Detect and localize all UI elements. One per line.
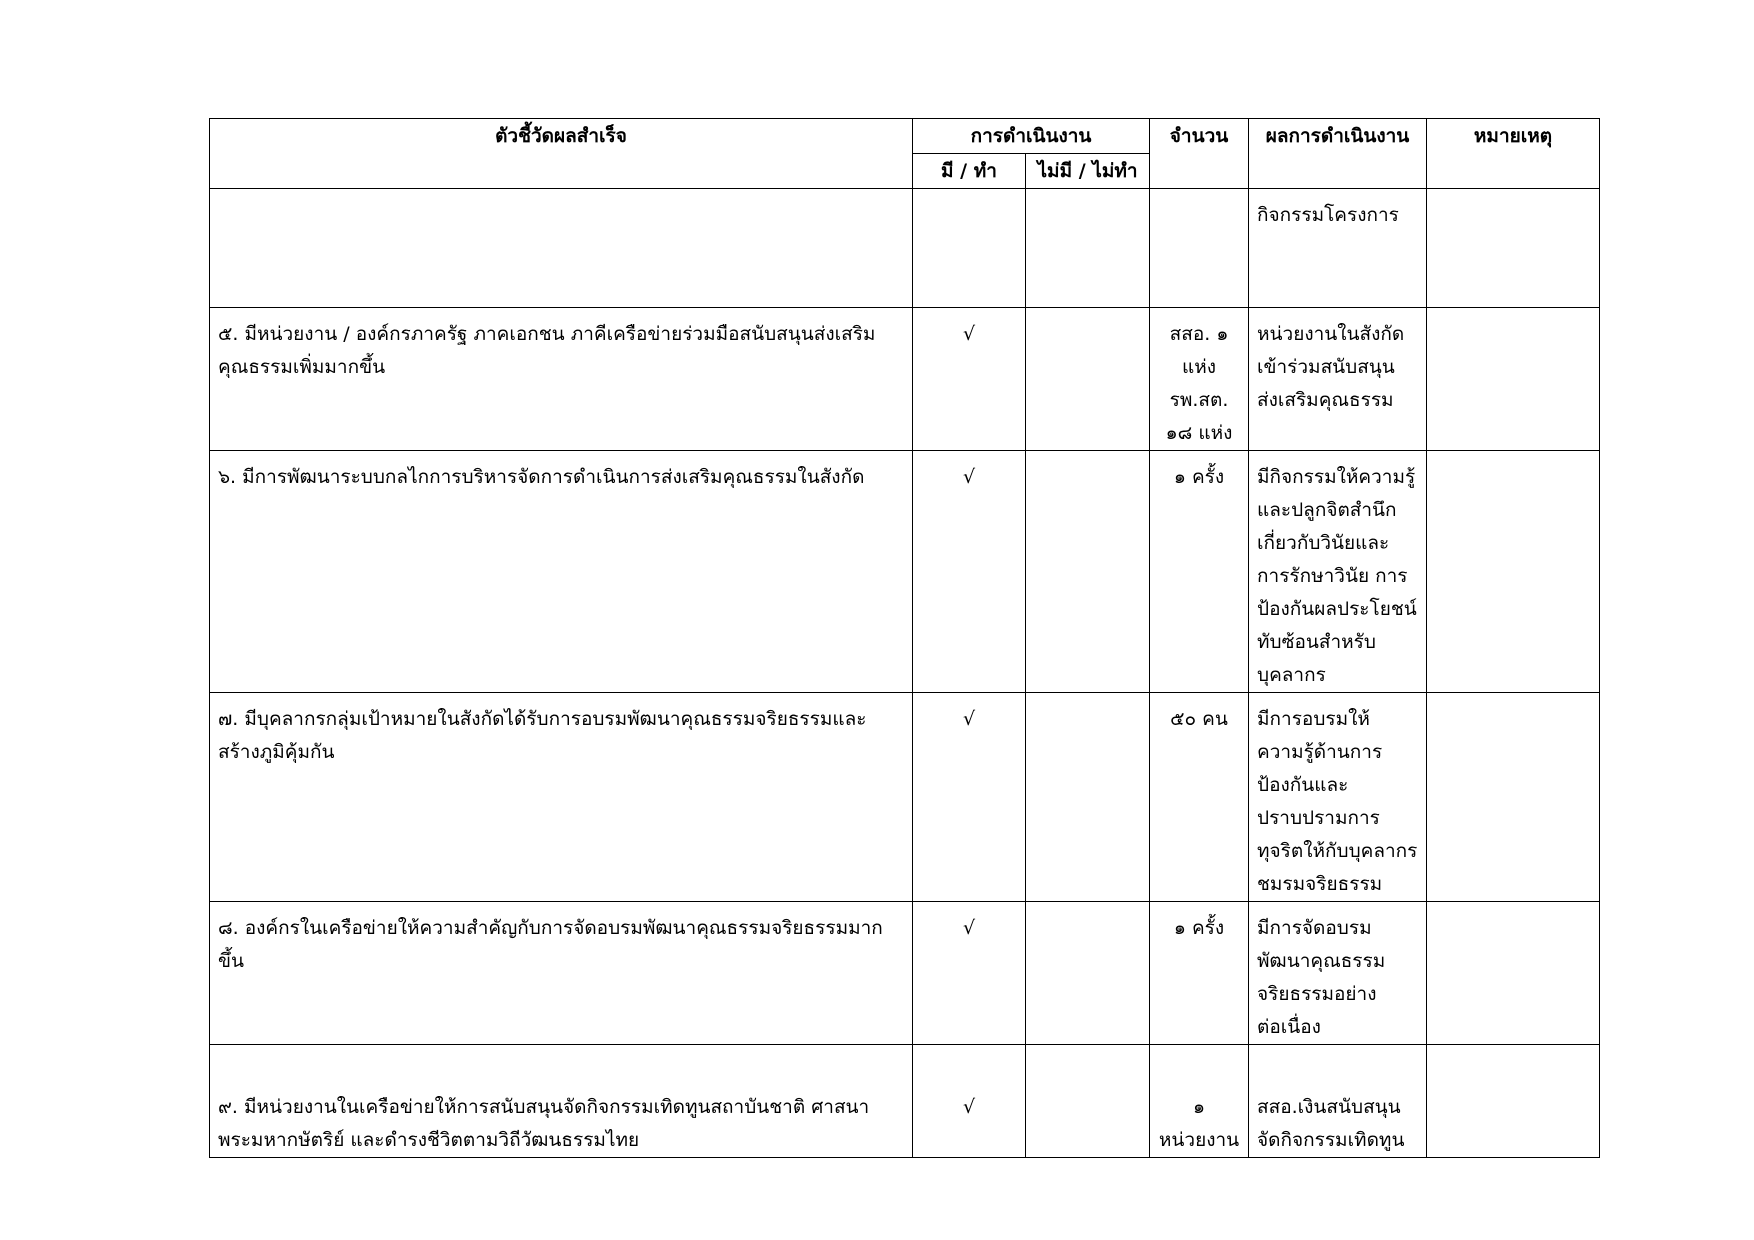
have-do-cell bbox=[913, 693, 1026, 902]
result-line: การรักษาวินัย การ bbox=[1257, 565, 1408, 587]
result-cell bbox=[1249, 902, 1427, 1045]
amount-cell bbox=[1150, 189, 1249, 308]
result-line: ปราบปรามการ bbox=[1257, 807, 1380, 829]
header-result: ผลการดำเนินงาน bbox=[1249, 119, 1427, 189]
result-cell bbox=[1249, 308, 1427, 451]
table-row bbox=[210, 693, 1600, 902]
remark-cell bbox=[1427, 1045, 1600, 1158]
check-mark: √ bbox=[962, 708, 976, 730]
result-line: ป้องกันผลประโยชน์ bbox=[1257, 598, 1417, 620]
amount-line: สสอ. ๑ bbox=[1169, 323, 1229, 345]
remark-cell bbox=[1427, 451, 1600, 693]
not-have-cell bbox=[1026, 189, 1150, 308]
indicator-text: ๙. มีหน่วยงานในเครือข่ายให้การสนับสนุนจัดกิจกรรมเทิดทูนสถาบันชาติ ศาสนา พระมหากษัตริย์ และดำรงชีวิตตามวิถีวัฒนธรรมไทย bbox=[218, 1096, 870, 1151]
amount-line: รพ.สต. bbox=[1169, 389, 1229, 411]
remark-cell bbox=[1427, 189, 1600, 308]
result-line: บุคลากร bbox=[1257, 664, 1326, 686]
header-remark: หมายเหตุ bbox=[1427, 119, 1600, 189]
not-have-cell bbox=[1026, 1045, 1150, 1158]
have-do-cell bbox=[913, 451, 1026, 693]
indicator-cell bbox=[210, 451, 913, 693]
table-row bbox=[210, 1045, 1600, 1158]
result-line: สสอ.เงินสนับสนุน bbox=[1257, 1096, 1401, 1118]
indicator-cell bbox=[210, 902, 913, 1045]
result-line: มีกิจกรรมให้ความรู้ bbox=[1257, 466, 1416, 488]
not-have-cell bbox=[1026, 451, 1150, 693]
performance-indicator-table bbox=[209, 118, 1600, 1158]
amount-line: แห่ง bbox=[1181, 356, 1217, 378]
result-line: จัดกิจกรรมเทิดทูน bbox=[1257, 1129, 1405, 1151]
result-line: ความรู้ด้านการ bbox=[1257, 741, 1383, 763]
indicator-cell bbox=[210, 1045, 913, 1158]
result-line: และปลูกจิตสำนึก bbox=[1257, 499, 1397, 521]
result-line: มีการจัดอบรม bbox=[1257, 917, 1372, 939]
header-operation: การดำเนินงาน bbox=[913, 119, 1150, 154]
result-line: กิจกรรมโครงการ bbox=[1257, 204, 1399, 226]
check-mark: √ bbox=[962, 466, 976, 488]
amount-cell bbox=[1150, 1045, 1249, 1158]
result-line: หน่วยงานในสังกัด bbox=[1257, 323, 1405, 345]
result-line: ชมรมจริยธรรม bbox=[1257, 873, 1383, 895]
amount-cell bbox=[1150, 308, 1249, 451]
table-row bbox=[210, 451, 1600, 693]
table-row bbox=[210, 189, 1600, 308]
have-do-cell bbox=[913, 902, 1026, 1045]
amount-line: ๕๐ คน bbox=[1170, 708, 1228, 730]
indicator-text: ๘. องค์กรในเครือข่ายให้ความสำคัญกับการจัดอบรมพัฒนาคุณธรรมจริยธรรมมากขึ้น bbox=[218, 917, 883, 972]
check-mark: √ bbox=[962, 1096, 976, 1118]
check-mark: √ bbox=[962, 917, 976, 939]
result-line: ทุจริตให้กับบุคลากร bbox=[1257, 840, 1418, 862]
result-line: ส่งเสริมคุณธรรม bbox=[1257, 389, 1394, 411]
result-line: พัฒนาคุณธรรม bbox=[1257, 950, 1386, 972]
result-cell bbox=[1249, 1045, 1427, 1158]
not-have-cell bbox=[1026, 902, 1150, 1045]
amount-line: ๑ bbox=[1192, 1096, 1206, 1118]
amount-cell bbox=[1150, 451, 1249, 693]
header-have-do: มี / ทำ bbox=[913, 154, 1026, 189]
result-line: เกี่ยวกับวินัยและ bbox=[1257, 532, 1390, 554]
remark-cell bbox=[1427, 902, 1600, 1045]
result-line: ทับซ้อนสำหรับ bbox=[1257, 631, 1376, 653]
table-row bbox=[210, 902, 1600, 1045]
result-cell bbox=[1249, 451, 1427, 693]
amount-line: ๑๘ แห่ง bbox=[1165, 422, 1233, 444]
amount-line: ๑ ครั้ง bbox=[1173, 466, 1225, 488]
indicator-cell bbox=[210, 308, 913, 451]
result-cell bbox=[1249, 693, 1427, 902]
amount-cell bbox=[1150, 693, 1249, 902]
remark-cell bbox=[1427, 308, 1600, 451]
indicator-text: ๕. มีหน่วยงาน / องค์กรภาครัฐ ภาคเอกชน ภาคีเครือข่ายร่วมมือสนับสนุนส่งเสริมคุณธรรมเพิ่มมากขึ้น bbox=[218, 323, 876, 378]
amount-cell bbox=[1150, 902, 1249, 1045]
result-line: เข้าร่วมสนับสนุน bbox=[1257, 356, 1395, 378]
have-do-cell bbox=[913, 1045, 1026, 1158]
indicator-text: ๗. มีบุคลากรกลุ่มเป้าหมายในสังกัดได้รับการอบรมพัฒนาคุณธรรมจริยธรรมและสร้างภูมิคุ้มกัน bbox=[218, 708, 867, 763]
result-line: จริยธรรมอย่าง bbox=[1257, 983, 1377, 1005]
result-line: มีการอบรมให้ bbox=[1257, 708, 1370, 730]
result-cell bbox=[1249, 189, 1427, 308]
header-indicator: ตัวชี้วัดผลสำเร็จ bbox=[210, 119, 913, 189]
amount-line: ๑ ครั้ง bbox=[1173, 917, 1225, 939]
indicator-text: ๖. มีการพัฒนาระบบกลไกการบริหารจัดการดำเนินการส่งเสริมคุณธรรมในสังกัด bbox=[218, 466, 865, 488]
have-do-cell bbox=[913, 308, 1026, 451]
header-amount: จำนวน bbox=[1150, 119, 1249, 189]
result-line: ป้องกันและ bbox=[1257, 774, 1349, 796]
not-have-cell bbox=[1026, 308, 1150, 451]
result-line: ต่อเนื่อง bbox=[1257, 1016, 1321, 1038]
remark-cell bbox=[1427, 693, 1600, 902]
table-row bbox=[210, 308, 1600, 451]
have-do-cell bbox=[913, 189, 1026, 308]
not-have-cell bbox=[1026, 693, 1150, 902]
indicator-cell bbox=[210, 693, 913, 902]
indicator-cell bbox=[210, 189, 913, 308]
header-not-have: ไม่มี / ไม่ทำ bbox=[1026, 154, 1150, 189]
check-mark: √ bbox=[962, 323, 976, 345]
amount-line: หน่วยงาน bbox=[1158, 1129, 1240, 1151]
